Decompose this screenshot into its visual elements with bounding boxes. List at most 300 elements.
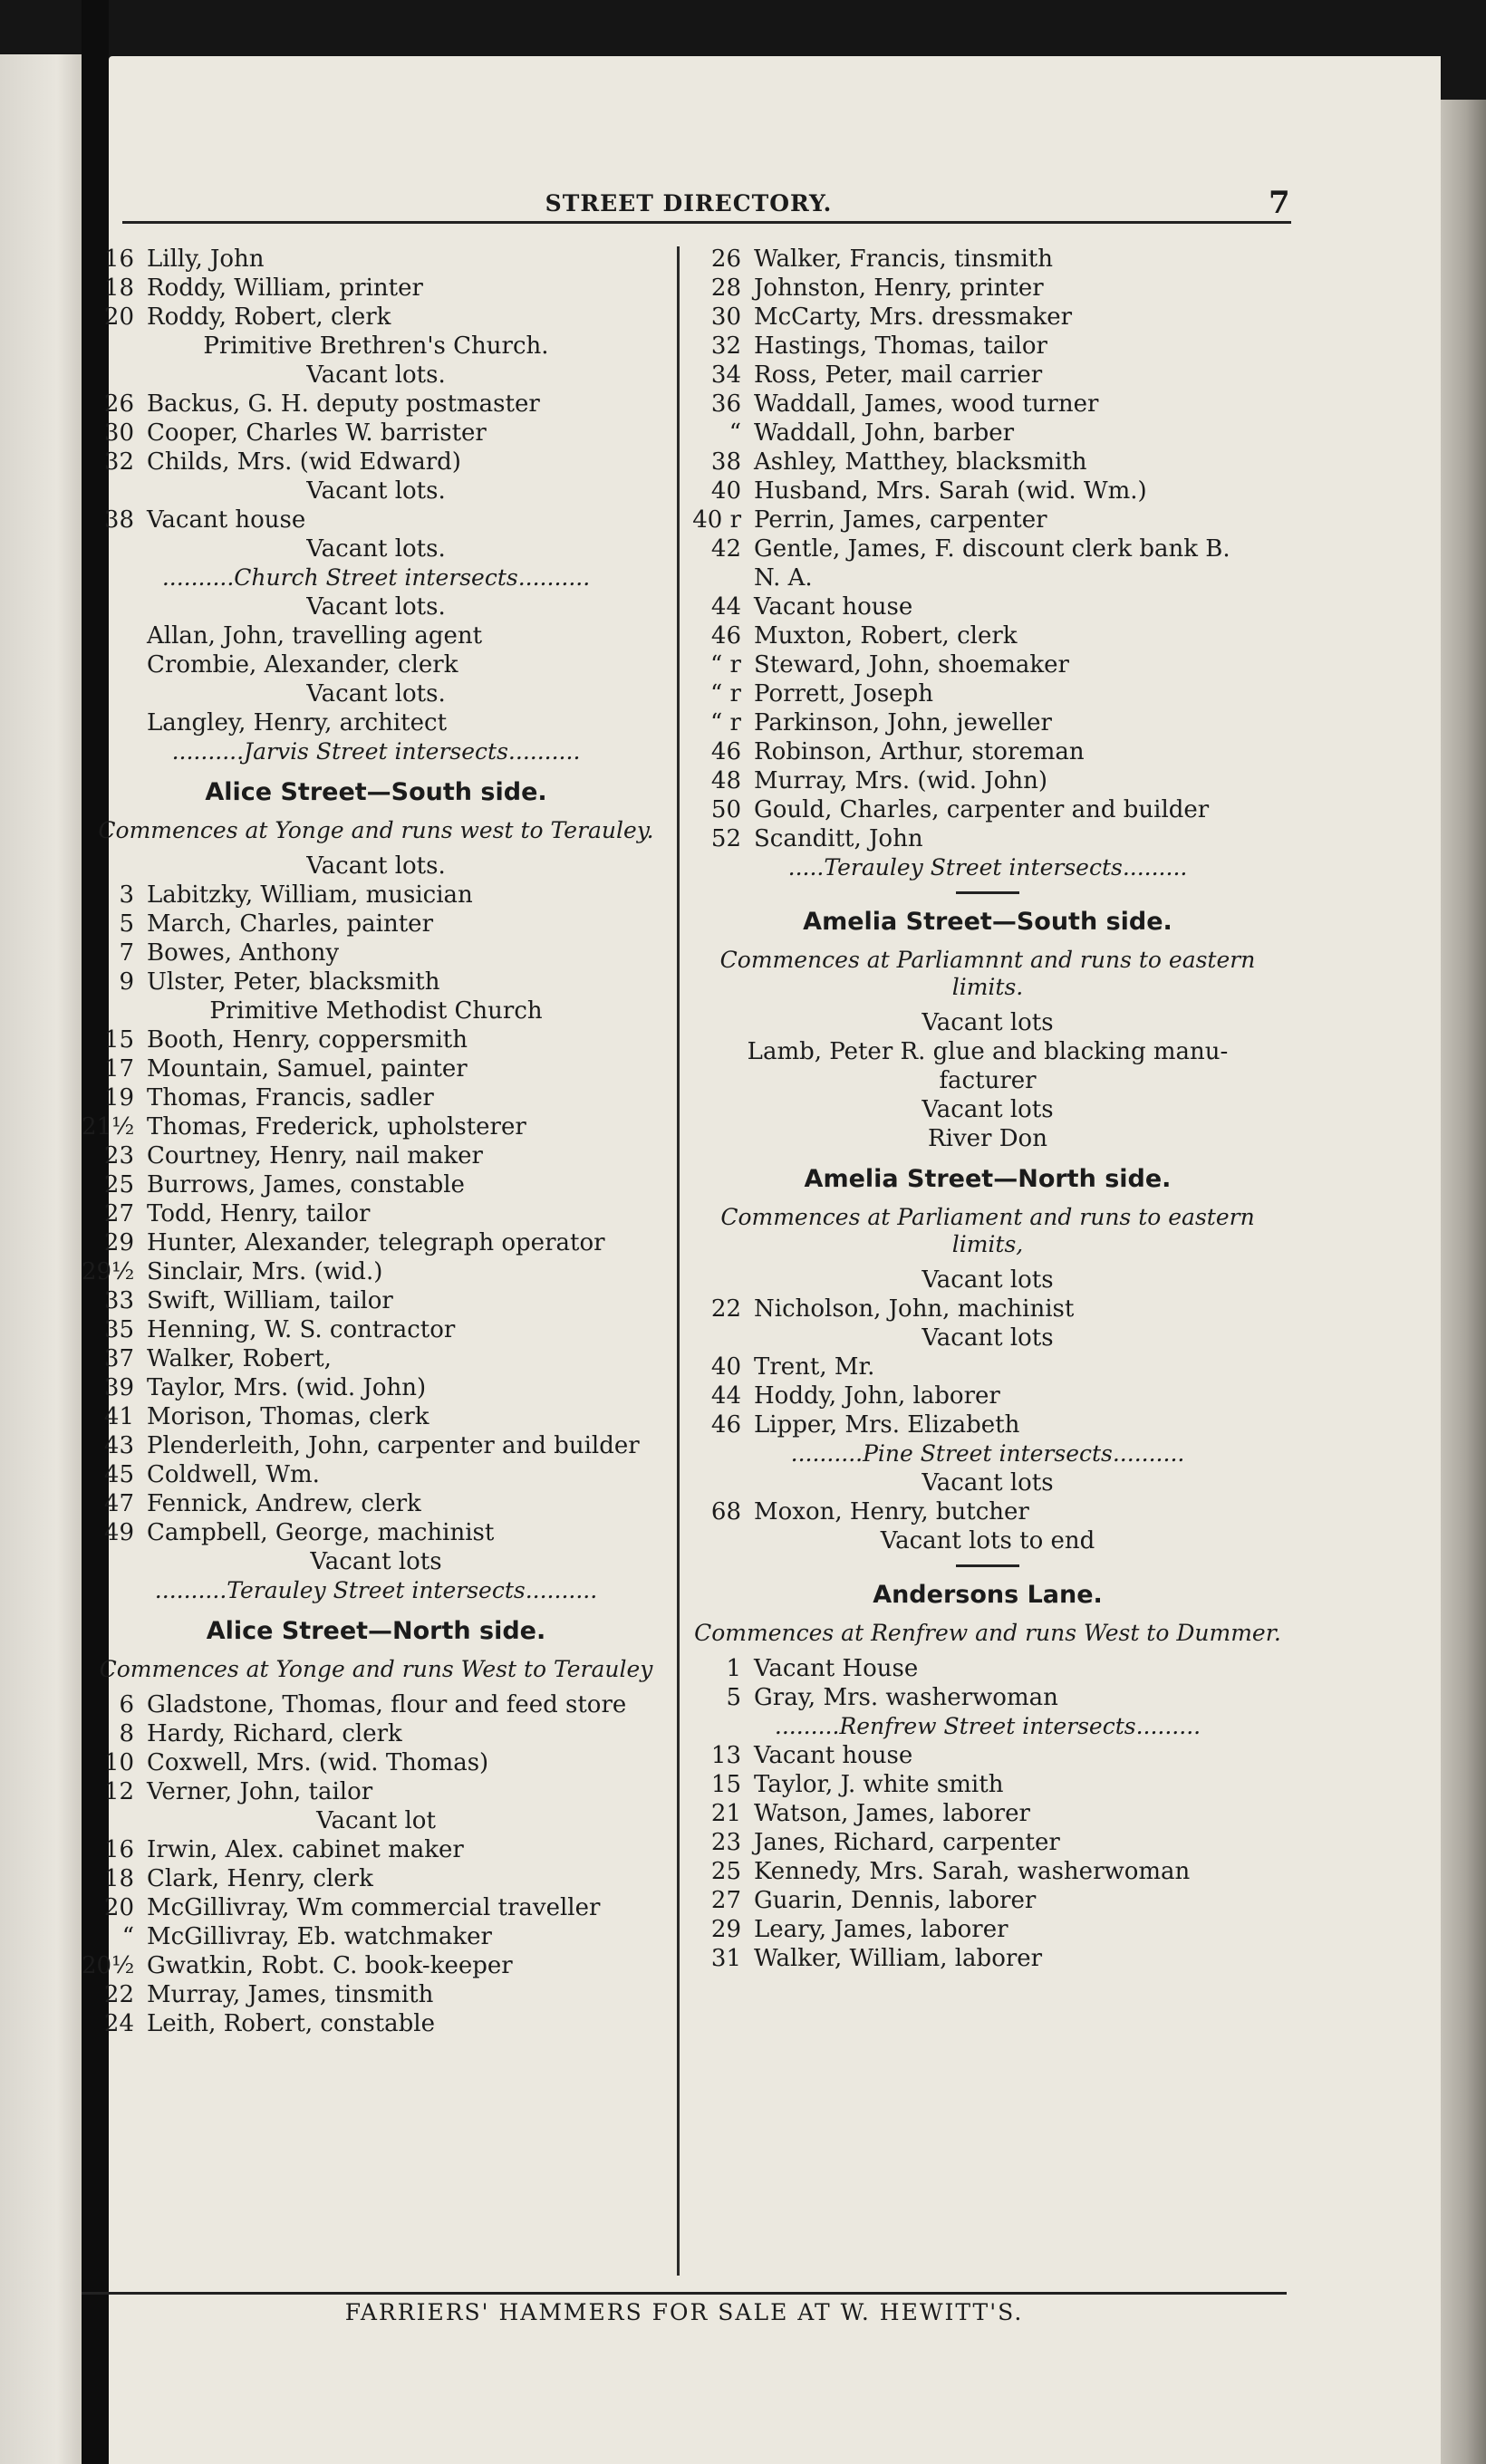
entry-text: Primitive Brethren's Church. [203, 332, 549, 360]
entry-text: Hastings, Thomas, tailor [754, 332, 1047, 360]
directory-entry [82, 1402, 671, 1431]
entry-number: 18 [103, 274, 134, 302]
directory-entry [82, 938, 671, 967]
directory-entry [82, 852, 671, 881]
entry-text: Parkinson, John, jeweller [754, 709, 1052, 736]
entry-number: “ [121, 1923, 134, 1950]
street-intersects: .........Renfrew Street intersects......... [774, 1713, 1201, 1739]
directory-entry [689, 650, 1287, 679]
entry-text: Hunter, Alexander, telegraph operator [147, 1229, 605, 1256]
entry-text: Gwatkin, Robt. C. book-keeper [147, 1952, 513, 1979]
entry-text: Gray, Mrs. washerwoman [754, 1684, 1058, 1711]
entry-number: 20 [103, 1894, 134, 1921]
directory-entry [82, 1286, 671, 1315]
entry-text: Taylor, J. white smith [754, 1771, 1004, 1798]
directory-entry [82, 1835, 671, 1864]
facing-page-edge [0, 54, 82, 2464]
directory-entry [82, 1951, 671, 1980]
entry-text: Leith, Robert, constable [147, 2010, 435, 2037]
directory-entry [689, 476, 1287, 505]
directory-entry [689, 1295, 1287, 1323]
section-title-amelia-south: Amelia Street—South side. [803, 908, 1172, 936]
entry-number: 27 [103, 1200, 134, 1227]
entry-text: Waddall, John, barber [754, 419, 1015, 447]
footer-rule [82, 2292, 1287, 2295]
directory-entry [689, 1944, 1287, 1973]
directory-entry [689, 1915, 1287, 1944]
entry-text: McGillivray, Wm commercial traveller [147, 1894, 601, 1921]
directory-entry [82, 1054, 671, 1083]
directory-entry [82, 1315, 671, 1344]
header-rule [122, 221, 1291, 224]
entry-number: 32 [710, 332, 741, 360]
directory-entry [689, 1526, 1287, 1555]
entry-text: Swift, William, tailor [147, 1287, 393, 1314]
entry-number: 17 [103, 1055, 134, 1083]
entry-text: Plenderleith, John, carpenter and builder [147, 1432, 640, 1459]
directory-entry [82, 1344, 671, 1373]
entry-text: facturer [939, 1067, 1037, 1094]
entry-text: Steward, John, shoemaker [754, 651, 1069, 679]
directory-entry [82, 650, 671, 679]
entry-text: Guarin, Dennis, laborer [754, 1887, 1037, 1914]
directory-entry [689, 1654, 1287, 1683]
entry-text: Vacant house [754, 1742, 913, 1769]
entry-text: Thomas, Francis, sadler [147, 1084, 434, 1112]
directory-entry [82, 708, 671, 737]
entry-number: 30 [103, 419, 134, 447]
entry-text: Vacant lots [310, 1548, 442, 1575]
entry-text: Husband, Mrs. Sarah (wid. Wm.) [754, 477, 1147, 505]
entry-text: Trent, Mr. [754, 1353, 875, 1381]
directory-entry [689, 1683, 1287, 1712]
entry-number: 29 [103, 1229, 134, 1256]
entry-text: Porrett, Joseph [754, 680, 933, 707]
entry-number: 40 [710, 477, 741, 505]
directory-entry [82, 592, 671, 621]
directory-entry [82, 1257, 671, 1286]
entry-number: 42 [710, 535, 741, 563]
entry-text: Lilly, John [147, 245, 265, 273]
section-title-alice-north: Alice Street—North side. [206, 1617, 546, 1645]
entry-text: Kennedy, Mrs. Sarah, washerwoman [754, 1858, 1191, 1885]
directory-entry [689, 766, 1287, 795]
entry-text: River Don [928, 1125, 1047, 1152]
entry-text: Irwin, Alex. cabinet maker [147, 1836, 464, 1863]
entry-number: 52 [710, 825, 741, 852]
directory-entry [689, 1381, 1287, 1410]
entry-text: Vacant lots. [306, 593, 446, 621]
directory-entry [82, 1806, 671, 1835]
directory-entry [82, 1228, 671, 1257]
entry-text: Murray, Mrs. (wid. John) [754, 767, 1048, 794]
directory-entry [82, 1199, 671, 1228]
entry-number: 1 [726, 1655, 741, 1682]
entry-text: Gentle, James, F. discount clerk bank B. [754, 535, 1230, 563]
entry-number: 44 [710, 593, 741, 621]
left-church-entries [82, 592, 671, 737]
entry-number: 40 r [692, 506, 741, 534]
section-commences: Commences at Yonge and runs west to Terauley. [98, 817, 654, 843]
entry-number: 34 [710, 361, 741, 389]
entry-text: Langley, Henry, architect [147, 709, 448, 736]
entry-text: Scanditt, John [754, 825, 923, 852]
entry-number: 3 [119, 881, 134, 909]
street-intersects: ..........Terauley Street intersects.......... [154, 1577, 598, 1603]
directory-entry [689, 303, 1287, 332]
entry-number: 26 [710, 245, 741, 273]
entry-text: Roddy, Robert, clerk [147, 303, 391, 331]
entry-text: Verner, John, tailor [147, 1778, 373, 1805]
entry-number: 20 [103, 303, 134, 331]
directory-entry [689, 505, 1287, 534]
directory-entry [82, 361, 671, 390]
entry-text: Walker, Francis, tinsmith [754, 245, 1054, 273]
entry-text: Nicholson, John, machinist [754, 1295, 1075, 1323]
directory-entry [82, 1141, 671, 1170]
entry-text: Lipper, Mrs. Elizabeth [754, 1411, 1020, 1439]
entry-number: 44 [710, 1382, 741, 1410]
entry-text: Vacant house [754, 593, 913, 621]
entry-text: Cooper, Charles W. barrister [147, 419, 487, 447]
directory-entry [82, 1170, 671, 1199]
entry-text: Walker, Robert, [147, 1345, 332, 1372]
entry-text: Burrows, James, constable [147, 1171, 465, 1198]
right-column [689, 245, 1287, 1973]
entry-number: “ r [710, 680, 741, 707]
entry-number: 40 [710, 1353, 741, 1381]
directory-entry [689, 534, 1287, 563]
directory-entry [82, 476, 671, 505]
entry-number: “ [729, 419, 741, 447]
entry-number: 41 [103, 1403, 134, 1430]
directory-entry [689, 274, 1287, 303]
section-separator [956, 891, 1019, 894]
entry-number: 35 [103, 1316, 134, 1343]
directory-entry [82, 1489, 671, 1518]
entry-number: 22 [710, 1295, 741, 1323]
section-separator [956, 1564, 1019, 1567]
column-divider [677, 246, 680, 2276]
entry-text: Murray, James, tinsmith [147, 1981, 434, 2008]
section-commences: Commences at Yonge and runs West to Terauley [99, 1656, 653, 1682]
directory-entry [82, 679, 671, 708]
directory-entry [689, 621, 1287, 650]
entry-text: Vacant lots [922, 1009, 1054, 1036]
directory-entry [689, 563, 1287, 592]
entry-number: 31 [710, 1945, 741, 1972]
entry-text: Backus, G. H. deputy postmaster [147, 390, 540, 418]
directory-entry [689, 1741, 1287, 1770]
entry-number: 6 [119, 1691, 134, 1718]
entry-number: 15 [103, 1026, 134, 1054]
directory-entry [82, 448, 671, 476]
entry-text: Leary, James, laborer [754, 1916, 1008, 1943]
amelia-north-entries [689, 1266, 1287, 1439]
street-intersects: ..........Pine Street intersects.......... [790, 1440, 1185, 1467]
directory-entry [689, 1799, 1287, 1828]
entry-text: Vacant lots. [306, 680, 446, 707]
entry-text: Janes, Richard, carpenter [754, 1829, 1060, 1856]
entry-number: 43 [103, 1432, 134, 1459]
entry-number: 27 [710, 1887, 741, 1914]
directory-entry [82, 1777, 671, 1806]
entry-text: Vacant lots. [306, 361, 446, 389]
directory-entry [82, 1719, 671, 1748]
entry-number: 68 [710, 1498, 741, 1526]
page-stack-edge [1436, 100, 1486, 2464]
entry-number: 7 [119, 939, 134, 967]
entry-number: “ r [710, 651, 741, 679]
entry-number: 23 [103, 1142, 134, 1169]
directory-entry [689, 1828, 1287, 1857]
directory-entry [689, 1886, 1287, 1915]
directory-entry [689, 1095, 1287, 1124]
entry-text: Ashley, Matthey, blacksmith [754, 448, 1087, 476]
entry-number: 47 [103, 1490, 134, 1517]
entry-text: Coxwell, Mrs. (wid. Thomas) [147, 1749, 489, 1776]
entry-text: Vacant House [754, 1655, 919, 1682]
left-column [82, 245, 671, 2038]
entry-number: 50 [710, 796, 741, 823]
entry-number: 16 [103, 245, 134, 273]
entry-text: McGillivray, Eb. watchmaker [147, 1923, 492, 1950]
entry-text: Coldwell, Wm. [147, 1461, 320, 1488]
entry-text: Crombie, Alexander, clerk [147, 651, 458, 679]
directory-entry [689, 795, 1287, 824]
directory-entry [689, 1266, 1287, 1295]
directory-entry [82, 1083, 671, 1112]
entry-text: Primitive Methodist Church [209, 997, 543, 1025]
directory-entry [82, 967, 671, 996]
entry-text: Henning, W. S. contractor [147, 1316, 456, 1343]
entry-text: Muxton, Robert, clerk [754, 622, 1018, 650]
entry-text: Watson, James, laborer [754, 1800, 1030, 1827]
entry-text: Hardy, Richard, clerk [147, 1720, 402, 1747]
directory-entry [82, 245, 671, 274]
directory-entry [689, 679, 1287, 708]
entry-text: Ulster, Peter, blacksmith [147, 968, 440, 996]
entry-text: Perrin, James, carpenter [754, 506, 1047, 534]
entry-text: Roddy, William, printer [147, 274, 423, 302]
entry-number: 13 [710, 1742, 741, 1769]
entry-text: Thomas, Frederick, upholsterer [147, 1113, 526, 1141]
entry-number: 26 [103, 390, 134, 418]
entry-text: Vacant lots [922, 1096, 1054, 1123]
footer-advertisement: FARRIERS' HAMMERS FOR SALE AT W. HEWITT'S. [344, 2299, 1024, 2325]
directory-entry [82, 1864, 671, 1893]
entry-number: 19 [103, 1084, 134, 1112]
entry-text: Johnston, Henry, printer [754, 274, 1044, 302]
entry-number: 8 [119, 1720, 134, 1747]
directory-entry [689, 332, 1287, 361]
directory-entry [689, 737, 1287, 766]
entry-number: 25 [710, 1858, 741, 1885]
entry-number: 15 [710, 1771, 741, 1798]
directory-entry [689, 1497, 1287, 1526]
entry-number: 33 [103, 1287, 134, 1314]
directory-entry [82, 1547, 671, 1576]
directory-entry [82, 1980, 671, 2009]
entry-text: Vacant lots to end [880, 1527, 1095, 1554]
alice-south-entries [82, 852, 671, 1576]
entry-text: Vacant lots [922, 1469, 1054, 1497]
entry-text: Hoddy, John, laborer [754, 1382, 1000, 1410]
entry-text: Childs, Mrs. (wid Edward) [147, 448, 461, 476]
entry-number: 28 [710, 274, 741, 302]
directory-entry [82, 419, 671, 448]
directory-entry [689, 1468, 1287, 1497]
directory-entry [689, 1008, 1287, 1037]
entry-number: 20½ [82, 1952, 135, 1979]
entry-number: 46 [710, 622, 741, 650]
entry-number: 30 [710, 303, 741, 331]
entry-text: Fennick, Andrew, clerk [147, 1490, 421, 1517]
directory-entry [82, 996, 671, 1025]
directory-entry [82, 2009, 671, 2038]
entry-number: 46 [710, 1411, 741, 1439]
entry-text: Vacant lots. [306, 852, 446, 880]
entry-text: Todd, Henry, tailor [147, 1200, 371, 1227]
directory-entry [82, 332, 671, 361]
entry-text: Vacant lots. [306, 535, 446, 563]
entry-text: Lamb, Peter R. glue and blacking manu- [747, 1038, 1229, 1065]
entry-text: Allan, John, travelling agent [147, 622, 483, 650]
directory-entry [82, 1748, 671, 1777]
entry-text: Campbell, George, machinist [147, 1519, 495, 1546]
entry-number: 9 [119, 968, 134, 996]
entry-number: 21 [710, 1800, 741, 1827]
directory-entry [82, 534, 671, 563]
entry-text: Sinclair, Mrs. (wid.) [147, 1258, 383, 1285]
directory-entry [82, 1460, 671, 1489]
entry-text: Morison, Thomas, clerk [147, 1403, 429, 1430]
directory-entry [82, 1518, 671, 1547]
entry-text: Booth, Henry, coppersmith [147, 1026, 468, 1054]
street-intersects: .....Terauley Street intersects......... [787, 854, 1188, 881]
entry-number: “ r [710, 709, 741, 736]
directory-entry [689, 1037, 1287, 1066]
directory-entry [82, 303, 671, 332]
section-title-amelia-north: Amelia Street—North side. [804, 1165, 1172, 1193]
entry-number: 16 [103, 1836, 134, 1863]
directory-entry [689, 448, 1287, 476]
directory-entry [689, 1066, 1287, 1095]
entry-number: 37 [103, 1345, 134, 1372]
entry-number: 36 [710, 390, 741, 418]
entry-number: 18 [103, 1865, 134, 1892]
directory-entry [689, 361, 1287, 390]
andersons-lane-after-entries [689, 1741, 1287, 1973]
entry-text: Clark, Henry, clerk [147, 1865, 373, 1892]
alice-north-entries [82, 1690, 671, 2038]
entry-number: 10 [103, 1749, 134, 1776]
entry-number: 46 [710, 738, 741, 765]
directory-entry [82, 1922, 671, 1951]
entry-number: 12 [103, 1778, 134, 1805]
entry-text: Robinson, Arthur, storeman [754, 738, 1085, 765]
entry-number: 25 [103, 1171, 134, 1198]
section-commences: Commences at Parliament and runs to eastern limits, [720, 1204, 1255, 1257]
directory-entry [689, 1352, 1287, 1381]
entry-text: Gould, Charles, carpenter and builder [754, 796, 1210, 823]
entry-text: March, Charles, painter [147, 910, 433, 938]
entry-text: Gladstone, Thomas, flour and feed store [147, 1691, 627, 1718]
entry-number: 48 [710, 767, 741, 794]
entry-text: Waddall, James, wood turner [754, 390, 1099, 418]
section-title-andersons-lane: Andersons Lane. [873, 1581, 1103, 1609]
entry-text: Vacant lots [922, 1324, 1054, 1352]
directory-entry [82, 1112, 671, 1141]
directory-entry [689, 1857, 1287, 1886]
directory-entry [689, 419, 1287, 448]
directory-entry [689, 390, 1287, 419]
entry-number: 5 [119, 910, 134, 938]
page-number: 7 [1269, 185, 1290, 221]
entry-number: 39 [103, 1374, 134, 1401]
directory-entry [82, 621, 671, 650]
directory-entry [689, 1323, 1287, 1352]
directory-entry [82, 1690, 671, 1719]
entry-text: Vacant lots. [306, 477, 446, 505]
entry-number: 21½ [82, 1113, 135, 1141]
directory-entry [689, 708, 1287, 737]
entry-text: McCarty, Mrs. dressmaker [754, 303, 1073, 331]
directory-entry [82, 274, 671, 303]
entry-text: Moxon, Henry, butcher [754, 1498, 1029, 1526]
directory-entry [689, 1770, 1287, 1799]
directory-entry [689, 1410, 1287, 1439]
page-header-title: STREET DIRECTORY. [545, 190, 833, 217]
street-intersects: ..........Church Street intersects.......... [161, 564, 591, 591]
entry-text: Taylor, Mrs. (wid. John) [147, 1374, 427, 1401]
entry-number: 5 [726, 1684, 741, 1711]
entry-number: 38 [103, 506, 134, 534]
directory-entry [689, 592, 1287, 621]
entry-text: Ross, Peter, mail carrier [754, 361, 1043, 389]
entry-text: N. A. [754, 564, 813, 592]
entry-number: 32 [103, 448, 134, 476]
entry-text: Mountain, Samuel, painter [147, 1055, 468, 1083]
directory-entry [82, 881, 671, 910]
section-commences: Commences at Renfrew and runs West to Dummer. [694, 1620, 1281, 1646]
amelia-south-entries [689, 1008, 1287, 1153]
entry-text: Courtney, Henry, nail maker [147, 1142, 483, 1169]
section-title-alice-south: Alice Street—South side. [205, 778, 547, 806]
directory-entry [689, 245, 1287, 274]
directory-entry [82, 910, 671, 938]
right-top-entries [689, 245, 1287, 853]
section-commences: Commences at Parliamnnt and runs to eastern limits. [719, 947, 1256, 1000]
directory-entry [82, 1893, 671, 1922]
directory-entry [82, 390, 671, 419]
entry-number: 49 [103, 1519, 134, 1546]
amelia-north-after-entries [689, 1468, 1287, 1555]
directory-entry [82, 505, 671, 534]
entry-text: Labitzky, William, musician [147, 881, 473, 909]
street-intersects: ..........Jarvis Street intersects.......... [171, 738, 581, 765]
entry-number: 23 [710, 1829, 741, 1856]
entry-text: Bowes, Anthony [147, 939, 340, 967]
andersons-lane-entries [689, 1654, 1287, 1712]
directory-entry [82, 1373, 671, 1402]
directory-entry [689, 824, 1287, 853]
entry-number: 24 [103, 2010, 134, 2037]
entry-text: Walker, William, laborer [754, 1945, 1043, 1972]
entry-text: Vacant lot [316, 1807, 436, 1834]
directory-page [82, 56, 1441, 2464]
entry-number: 38 [710, 448, 741, 476]
